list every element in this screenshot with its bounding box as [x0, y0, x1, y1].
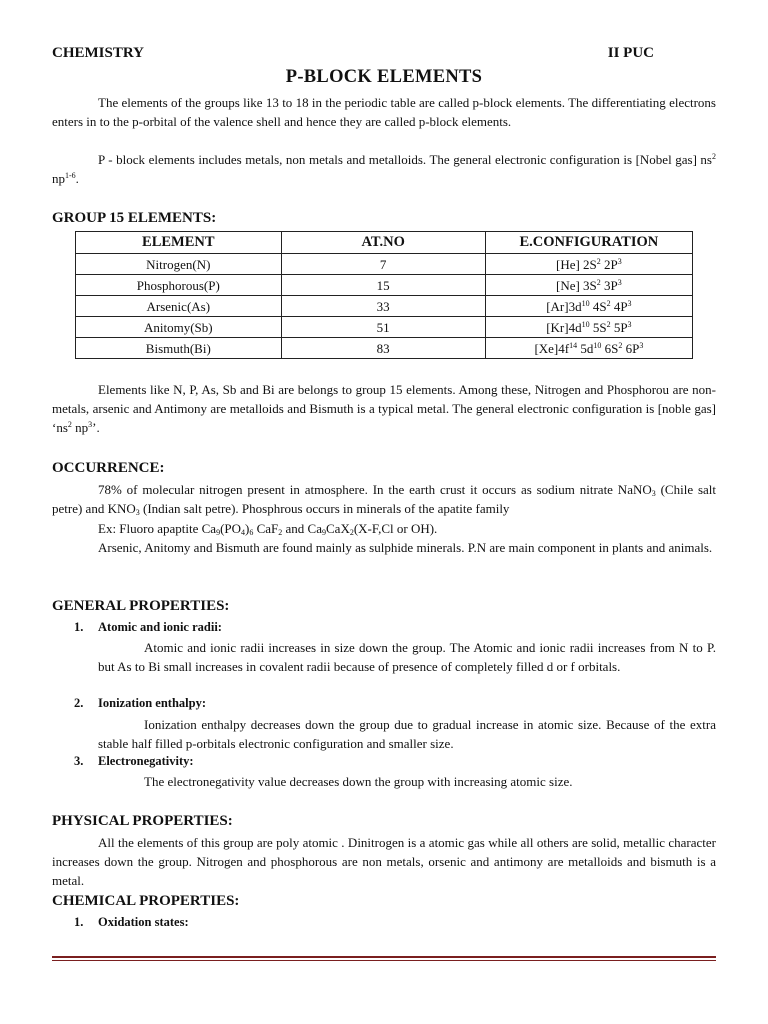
occurrence-example: Ex: Fluoro apaptite $Ca_9(PO_4)_6$ CaF$_2$ and $Ca_9CaX_2(X-F,Cl$ or OH).: [98, 521, 438, 537]
table-row: [76, 254, 693, 275]
table-row: [76, 338, 693, 359]
config-cell: $[Kr]4d^{10}$ $5S^2$ $5P^3$: [485, 317, 692, 338]
config-cell: [Ne] $3S^2$ $3P^3$: [485, 275, 692, 296]
property-heading-ionization: 2. Ionization enthalpy:: [74, 696, 207, 710]
footer-rule-thin: [52, 960, 716, 961]
group15-summary: Elements like N, P, As, Sb and Bi are belongs to group 15 elements. Among these, Nitrogen and Phosphorou are non-metals, arsenic and Antimony are metalloids and Bismuth is a typical metal. The general electronic configuration is [noble gas] ‘$ns^2$ $np^3$’.: [52, 382, 716, 435]
column-header: E.CONFIGURATION: [485, 232, 692, 254]
table-header-row: [76, 232, 693, 254]
occurrence-paragraph-2: Arsenic, Anitomy and Bismuth are found mainly as sulphide minerals. P.N are main component in plants and animals.: [98, 540, 713, 555]
config-cell: $[Ar]3d^{10}$ $4S^2$ $4P^3$: [485, 296, 692, 317]
atno-cell: 7: [281, 254, 485, 275]
element-cell: Anitomy(Sb): [76, 317, 282, 338]
group15-heading: GROUP 15 ELEMENTS:: [52, 210, 217, 226]
element-cell: Nitrogen(N): [76, 254, 282, 275]
property-text-ionization: Ionization enthalpy decreases down the group due to gradual increase in atomic size. Because of the extra stable half filled p-orbitals electronic configuration and smaller size.: [98, 717, 716, 751]
property-text-radii: Atomic and ionic radii increases in size down the group. The Atomic and ionic radii increases from N to P. but As to Bi small increases in covalent radii because of presence of completely filled d or f orbitals.: [98, 640, 716, 674]
intro-paragraph-2: P - block elements includes metals, non metals and metalloids. The general electronic configuration is [Nobel gas] $ns^2$ $np^{1-6}$.: [52, 152, 716, 186]
footer-rule: [52, 956, 716, 958]
physical-properties-text: All the elements of this group are poly atomic . Dinitrogen is a atomic gas while all others are solid, metallic character increases down the group. Nitrogen and phosphorous are non metals, orsenic and antimony are metalloids and bismuth is a metal.: [52, 835, 716, 888]
page-title: P-BLOCK ELEMENTS: [285, 67, 483, 87]
atno-cell: 33: [281, 296, 485, 317]
intro-paragraph-1: The elements of the groups like 13 to 18 in the periodic table are called p-block elements. The differentiating electrons enters in to the p-orbital of the valence shell and hence they are called p-block elements.: [52, 95, 716, 129]
element-cell: Arsenic(As): [76, 296, 282, 317]
class-label: II PUC: [607, 45, 654, 61]
property-heading-electronegativity: 3. Electronegativity:: [74, 754, 194, 768]
config-cell: [He] $2S^2$ $2P^3$: [485, 254, 692, 275]
atno-cell: 15: [281, 275, 485, 296]
property-text-electronegativity: The electronegativity value decreases down the group with increasing atomic size.: [144, 774, 573, 789]
physical-properties-heading: PHYSICAL PROPERTIES:: [52, 813, 233, 829]
column-header: AT.NO: [281, 232, 485, 254]
atno-cell: 83: [281, 338, 485, 359]
atno-cell: 51: [281, 317, 485, 338]
group15-table: [75, 231, 693, 359]
general-properties-heading: GENERAL PROPERTIES:: [52, 598, 230, 614]
chemical-properties-heading: CHEMICAL PROPERTIES:: [52, 893, 240, 909]
occurrence-heading: OCCURRENCE:: [52, 460, 165, 476]
element-cell: Phosphorous(P): [76, 275, 282, 296]
occurrence-paragraph-1: 78% of molecular nitrogen present in atmosphere. In the earth crust it occurs as sodium nitrate NaNO$_3$ (Chile salt petre) and $KNO_3$ (Indian salt petre). Phosphrous occurs in minerals of the apatite family: [52, 482, 716, 517]
page-header: [52, 45, 716, 65]
property-heading-oxidation: 1. Oxidation states:: [74, 915, 189, 929]
element-cell: Bismuth(Bi): [76, 338, 282, 359]
table-row: [76, 296, 693, 317]
property-heading-radii: 1. Atomic and ionic radii:: [74, 620, 222, 634]
subject-label: CHEMISTRY: [52, 45, 144, 61]
table-row: [76, 275, 693, 296]
column-header: ELEMENT: [76, 232, 282, 254]
table-row: [76, 317, 693, 338]
config-cell: $[Xe]4f^{14}$ $5d^{10}$ $6S^2$ $6P^3$: [485, 338, 692, 359]
